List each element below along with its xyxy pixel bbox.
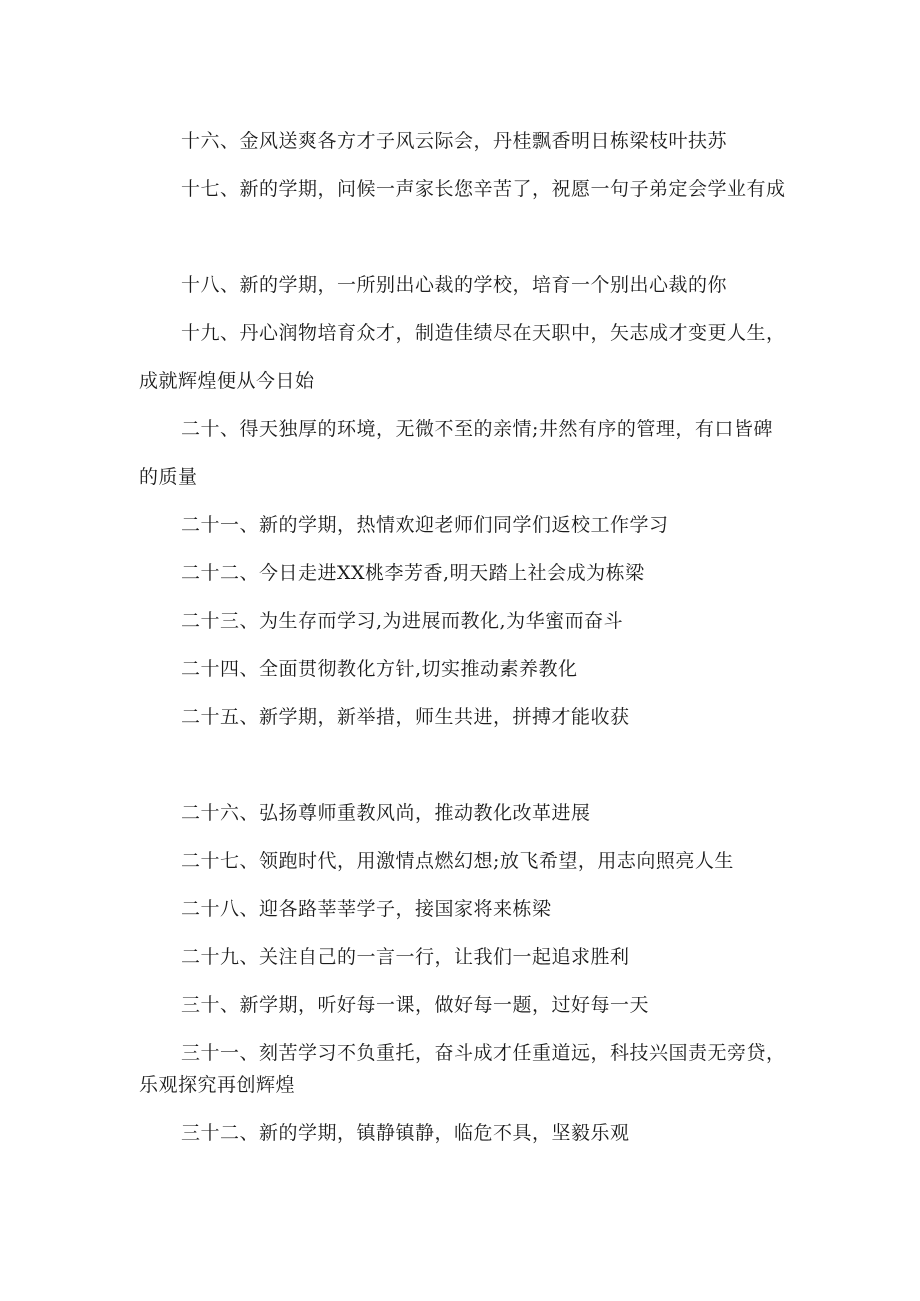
- slogan-23: 二十三、为生存而学习,为进展而教化,为华蜜而奋斗: [181, 610, 624, 632]
- slogan-19: 十九、丹心润物培育众才，制造佳绩尽在天职中，矢志成才变更人生，成就辉煌便从今日始: [139, 322, 786, 392]
- slogan-24: 二十四、全面贯彻教化方针,切实推动素养教化: [181, 658, 578, 680]
- slogan-18: 十八、新的学期，一所别出心裁的学校，培育一个别出心裁的你: [181, 274, 728, 296]
- slogan-25: 二十五、新学期，新举措，师生共进，拼搏才能收获: [181, 706, 630, 728]
- slogan-26: 二十六、弘扬尊师重教风尚，推动教化改革进展: [181, 802, 591, 824]
- slogan-16: 十六、金风送爽各方才子风云际会，丹桂飘香明日栋梁枝叶扶苏: [181, 130, 728, 152]
- slogan-28: 二十八、迎各路莘莘学子，接国家将来栋梁: [181, 898, 552, 920]
- slogan-22: 二十二、今日走进XX桃李芳香,明天踏上社会成为栋梁: [181, 562, 645, 584]
- slogan-32: 三十二、新的学期，镇静镇静，临危不具，坚毅乐观: [181, 1122, 630, 1144]
- slogan-20: 二十、得天独厚的环境，无微不至的亲情;井然有序的管理，有口皆碑的质量: [139, 418, 773, 488]
- slogan-30: 三十、新学期，听好每一课，做好每一题，过好每一天: [181, 994, 650, 1016]
- slogan-29: 二十九、关注自己的一言一行，让我们一起追求胜利: [181, 946, 630, 968]
- slogan-27: 二十七、领跑时代，用激情点燃幻想;放飞希望，用志向照亮人生: [181, 850, 734, 872]
- slogan-21: 二十一、新的学期，热情欢迎老师们同学们返校工作学习: [181, 514, 669, 536]
- slogan-31: 三十一、刻苦学习不负重托，奋斗成才任重道远，科技兴国责无旁贷，乐观探究再创辉煌: [139, 1042, 786, 1096]
- slogan-17: 十七、新的学期，问候一声家长您辛苦了，祝愿一句子弟定会学业有成: [181, 178, 786, 200]
